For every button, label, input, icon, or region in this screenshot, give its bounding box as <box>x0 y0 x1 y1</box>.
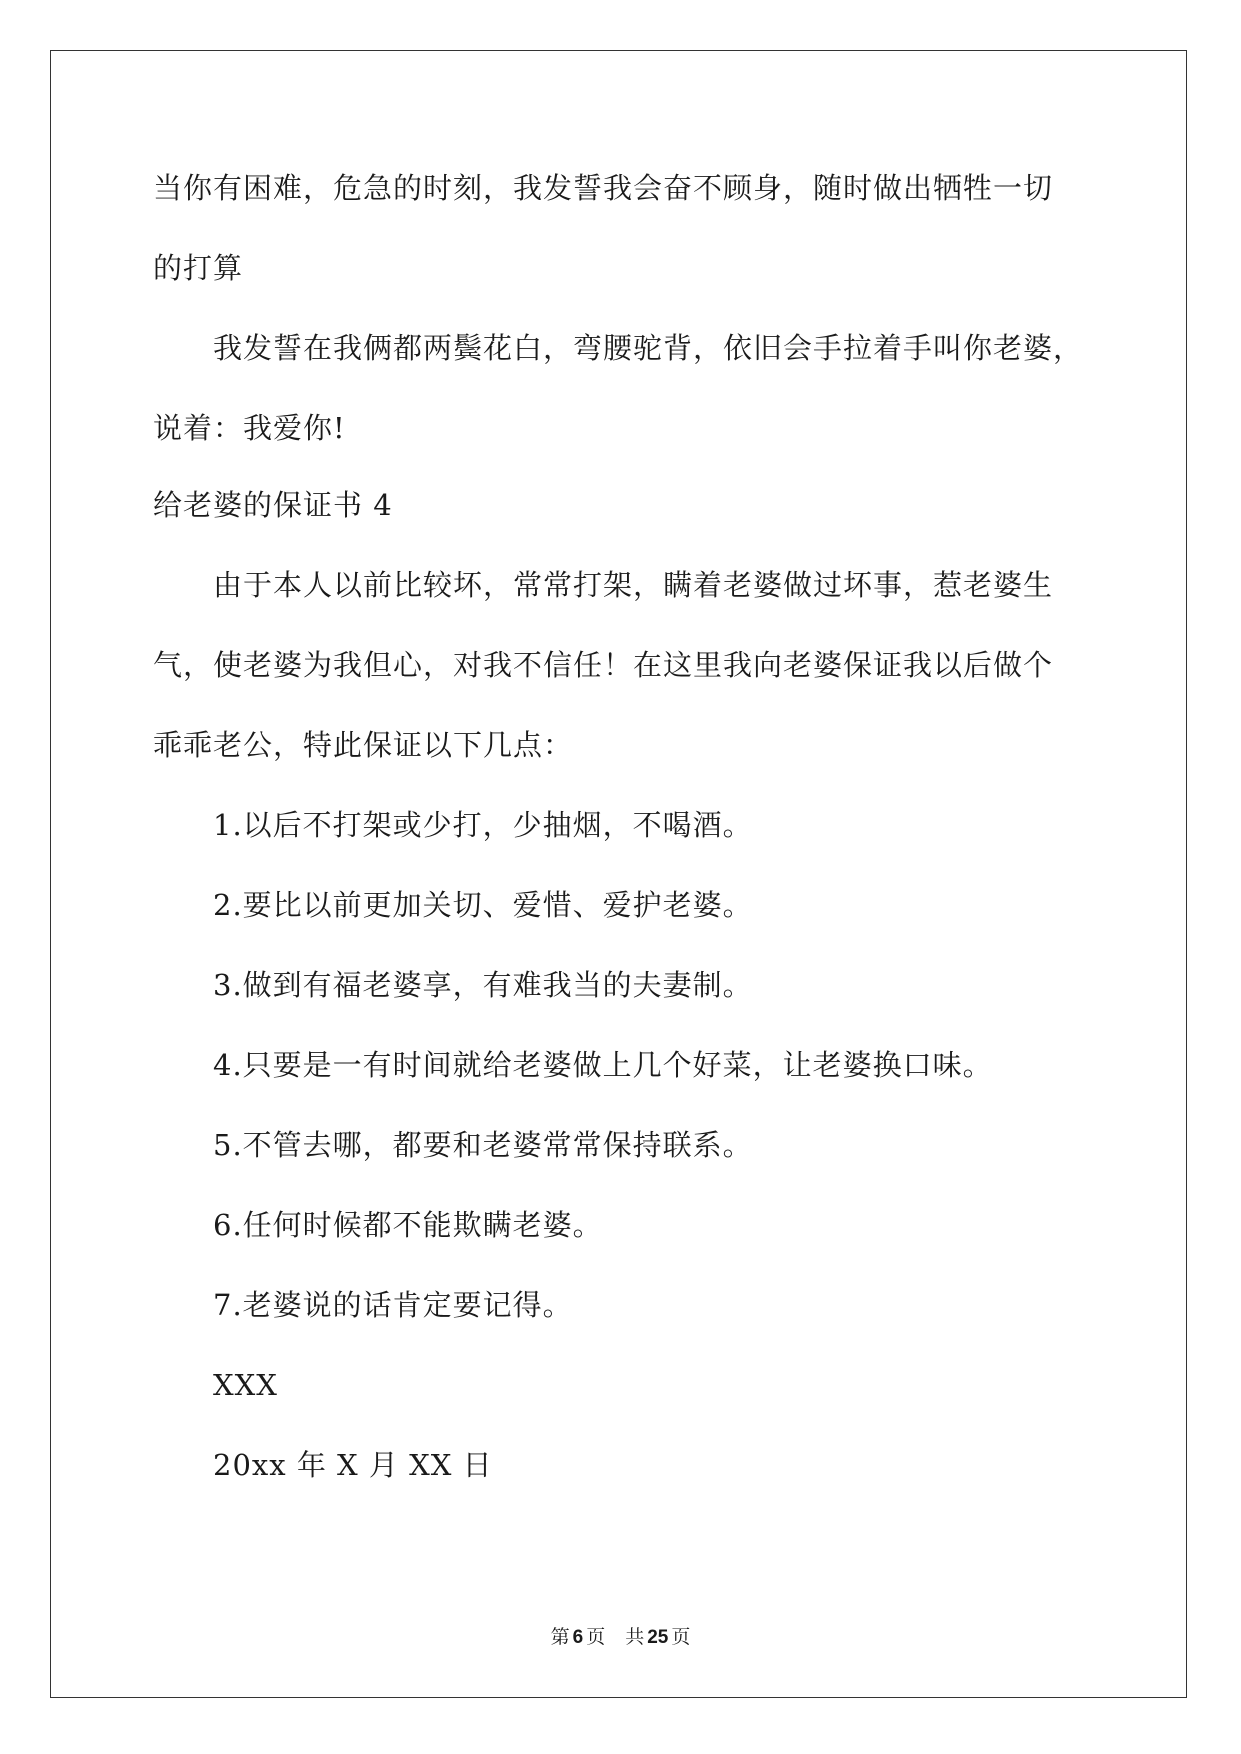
list-item: 6.任何时候都不能欺瞒老婆。 <box>213 1208 603 1242</box>
signature: XXX <box>213 1368 278 1402</box>
list-item: 5.不管去哪，都要和老婆常常保持联系。 <box>213 1128 753 1162</box>
paragraph-line: 我发誓在我俩都两鬓花白，弯腰驼背，依旧会手拉着手叫你老婆， <box>213 331 1084 365</box>
paragraph-line: 说着：我爱你! <box>153 411 346 445</box>
footer-total-prefix: 共 <box>625 1626 645 1648</box>
section-heading: 给老婆的保证书 4 <box>153 488 393 522</box>
footer-total-suffix: 页 <box>671 1626 691 1648</box>
page-number: 6 <box>572 1627 584 1648</box>
paragraph-line: 乖乖老公，特此保证以下几点： <box>153 728 574 762</box>
list-item: 4.只要是一有时间就给老婆做上几个好菜，让老婆换口味。 <box>213 1048 993 1082</box>
paragraph-line: 由于本人以前比较坏，常常打架，瞒着老婆做过坏事，惹老婆生 <box>213 568 1054 602</box>
page-footer <box>0 1622 1241 1649</box>
footer-page-suffix: 页 <box>586 1626 606 1648</box>
paragraph-line: 当你有困难，危急的时刻，我发誓我会奋不顾身，随时做出牺牲一切 <box>153 171 1054 205</box>
date-line: 20xx 年 X 月 XX 日 <box>213 1448 493 1482</box>
list-item: 7.老婆说的话肯定要记得。 <box>213 1288 573 1322</box>
paragraph-line: 的打算 <box>153 251 244 285</box>
list-item: 3.做到有福老婆享，有难我当的夫妻制。 <box>213 968 753 1002</box>
paragraph-line: 气，使老婆为我但心，对我不信任！在这里我向老婆保证我以后做个 <box>153 648 1054 682</box>
list-item: 1.以后不打架或少打，少抽烟，不喝酒。 <box>213 808 753 842</box>
list-item: 2.要比以前更加关切、爱惜、爱护老婆。 <box>213 888 753 922</box>
total-pages: 25 <box>647 1627 669 1648</box>
footer-prefix: 第 <box>550 1626 570 1648</box>
